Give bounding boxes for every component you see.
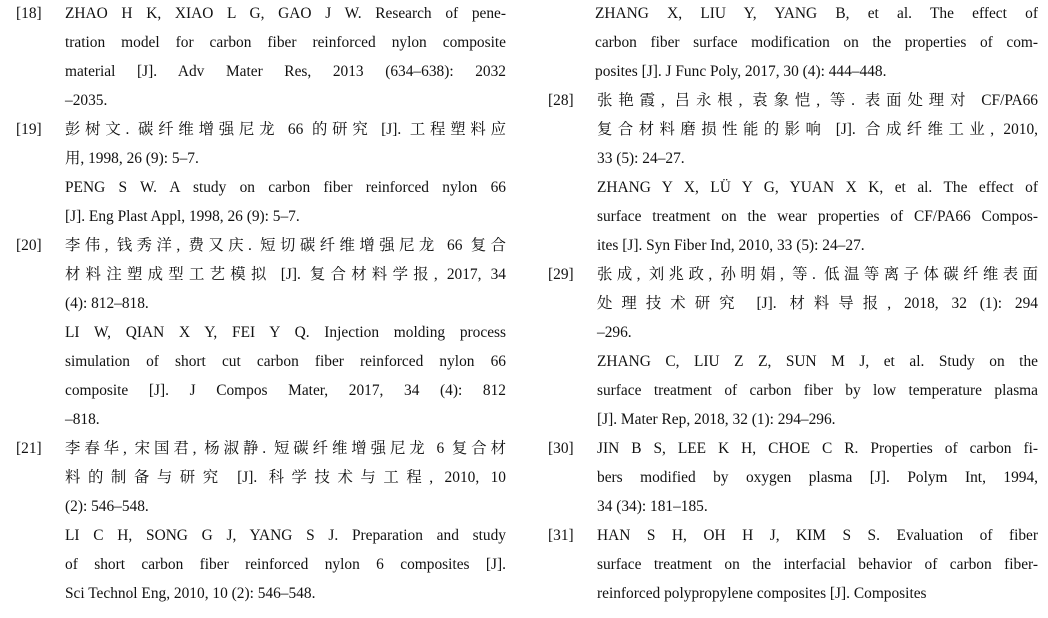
reference-line: ZHAO H K, XIAO L G, GAO J W. Research of pene- bbox=[65, 5, 506, 22]
reference-translation bbox=[65, 521, 506, 608]
reference-line: 用, 1998, 26 (9): 5–7. bbox=[65, 150, 199, 167]
reference-number: [21] bbox=[16, 440, 42, 457]
reference-line: –2035. bbox=[65, 92, 108, 109]
reference-line: –296. bbox=[597, 324, 632, 341]
reference-line: 复合材料磨损性能的影响 [J]. 合成纤维工业, 2010, bbox=[597, 121, 1038, 138]
reference-line: of short carbon fiber reinforced nylon 6 composites [J]. bbox=[65, 556, 506, 573]
reference-line: (2): 546–548. bbox=[65, 498, 149, 515]
reference-line: reinforced polypropylene composites [J]. Composites bbox=[597, 585, 927, 602]
reference-line: 张艳霞, 吕永根, 袁象恺, 等. 表面处理对 CF/PA66 bbox=[597, 92, 1038, 109]
reference-text bbox=[597, 260, 1038, 347]
reference-text bbox=[597, 86, 1038, 173]
reference-translation bbox=[65, 173, 506, 231]
reference-translation bbox=[65, 318, 506, 434]
reference-line: simulation of short cut carbon fiber reinforced nylon 66 bbox=[65, 353, 506, 370]
reference-line: 李伟, 钱秀洋, 费又庆. 短切碳纤维增强尼龙 66 复合 bbox=[65, 237, 506, 254]
reference-line: ZHANG Y X, LÜ Y G, YUAN X K, et al. The effect of bbox=[597, 179, 1038, 196]
reference-line: [J]. Mater Rep, 2018, 32 (1): 294–296. bbox=[597, 411, 836, 428]
reference-column-left bbox=[16, 0, 506, 608]
reference-line: 张成, 刘兆政, 孙明娟, 等. 低温等离子体碳纤维表面 bbox=[597, 266, 1038, 283]
reference-line: surface treatment of carbon fiber by low temperature plasma bbox=[597, 382, 1038, 399]
reference-line: 材料注塑成型工艺模拟 [J]. 复合材料学报, 2017, 34 bbox=[65, 266, 506, 283]
reference-entry bbox=[548, 86, 1038, 260]
reference-number: [29] bbox=[548, 266, 574, 283]
reference-line: PENG S W. A study on carbon fiber reinforced nylon 66 bbox=[65, 179, 506, 196]
reference-number: [30] bbox=[548, 440, 574, 457]
reference-line: LI W, QIAN X Y, FEI Y Q. Injection molding process bbox=[65, 324, 506, 341]
reference-line: posites [J]. J Func Poly, 2017, 30 (4): 444–448. bbox=[595, 63, 887, 80]
reference-number: [18] bbox=[16, 5, 42, 22]
reference-line: carbon fiber surface modification on the properties of com- bbox=[595, 34, 1038, 51]
reference-line: ZHANG C, LIU Z Z, SUN M J, et al. Study on the bbox=[597, 353, 1038, 370]
reference-line: bers modified by oxygen plasma [J]. Polym Int, 1994, bbox=[597, 469, 1038, 486]
reference-translation bbox=[597, 173, 1038, 260]
reference-text bbox=[65, 434, 506, 521]
reference-number: [20] bbox=[16, 237, 42, 254]
reference-translation bbox=[597, 347, 1038, 434]
reference-line: ZHANG X, LIU Y, YANG B, et al. The effect of bbox=[595, 5, 1038, 22]
reference-line: surface treatment on the wear properties of CF/PA66 Compos- bbox=[597, 208, 1038, 225]
reference-number: [19] bbox=[16, 121, 42, 138]
reference-line: surface treatment on the interfacial behavior of carbon fiber- bbox=[597, 556, 1038, 573]
reference-text bbox=[65, 231, 506, 318]
reference-text bbox=[65, 0, 506, 115]
reference-line: 李春华, 宋国君, 杨淑静. 短碳纤维增强尼龙 6 复合材 bbox=[65, 440, 506, 457]
reference-line: Sci Technol Eng, 2010, 10 (2): 546–548. bbox=[65, 585, 316, 602]
reference-number: [28] bbox=[548, 92, 574, 109]
reference-line: JIN B S, LEE K H, CHOE C R. Properties of carbon fi- bbox=[597, 440, 1038, 457]
reference-line: HAN S H, OH H J, KIM S S. Evaluation of fiber bbox=[597, 527, 1038, 544]
reference-line: LI C H, SONG G J, YANG S J. Preparation and study bbox=[65, 527, 506, 544]
reference-line: 处理技术研究 [J]. 材料导报, 2018, 32 (1): 294 bbox=[597, 295, 1038, 312]
reference-entry bbox=[16, 115, 506, 231]
reference-entry bbox=[16, 231, 506, 434]
reference-line: 34 (34): 181–185. bbox=[597, 498, 708, 515]
reference-entry bbox=[548, 0, 1038, 86]
reference-text bbox=[597, 521, 1038, 608]
reference-line: 彭树文. 碳纤维增强尼龙 66 的研究 [J]. 工程塑料应 bbox=[65, 121, 506, 138]
reference-text bbox=[597, 434, 1038, 521]
reference-number: [31] bbox=[548, 527, 574, 544]
reference-line: ites [J]. Syn Fiber Ind, 2010, 33 (5): 24–27. bbox=[597, 237, 865, 254]
reference-line: material [J]. Adv Mater Res, 2013 (634–638): 2032 bbox=[65, 63, 506, 80]
reference-text bbox=[595, 0, 1038, 86]
reference-line: [J]. Eng Plast Appl, 1998, 26 (9): 5–7. bbox=[65, 208, 300, 225]
reference-entry bbox=[548, 434, 1038, 521]
reference-line: (4): 812–818. bbox=[65, 295, 149, 312]
reference-line: composite [J]. J Compos Mater, 2017, 34 (4): 812 bbox=[65, 382, 506, 399]
reference-column-right bbox=[548, 0, 1038, 608]
reference-line: tration model for carbon fiber reinforced nylon composite bbox=[65, 34, 506, 51]
reference-entry bbox=[548, 260, 1038, 434]
reference-line: 33 (5): 24–27. bbox=[597, 150, 685, 167]
reference-entry bbox=[16, 0, 506, 115]
reference-line: 料的制备与研究 [J]. 科学技术与工程, 2010, 10 bbox=[65, 469, 506, 486]
reference-entry bbox=[16, 434, 506, 608]
reference-line: –818. bbox=[65, 411, 100, 428]
reference-text bbox=[65, 115, 506, 173]
reference-entry bbox=[548, 521, 1038, 608]
